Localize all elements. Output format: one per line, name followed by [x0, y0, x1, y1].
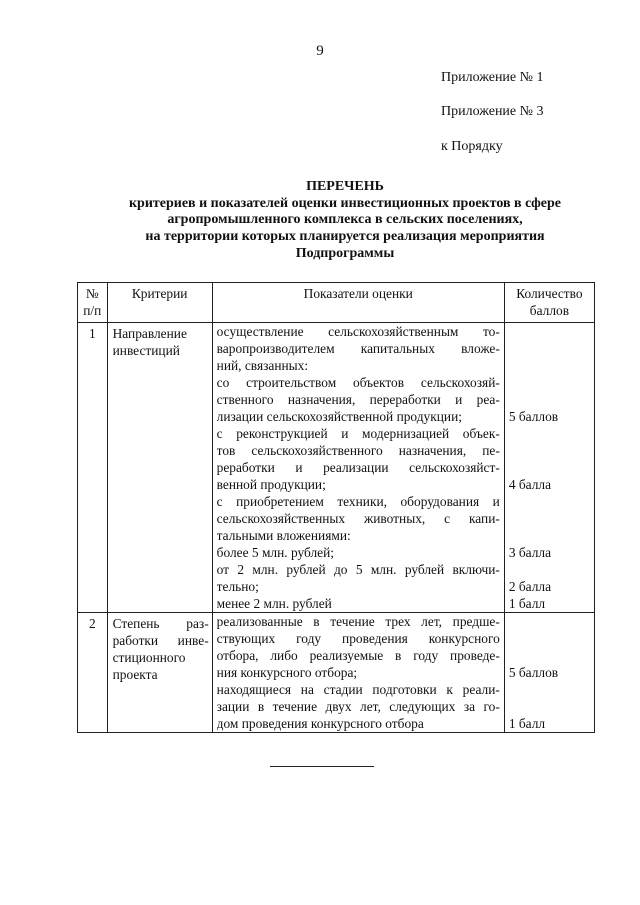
points-line [509, 527, 592, 544]
points-line: 5 баллов [508, 665, 559, 680]
table-row [78, 613, 595, 733]
indicator-line: зации в течение двух лет, следующих за го- [216, 699, 500, 714]
points-line: 2 балла [508, 579, 552, 594]
annex-line-2: Приложение № 3 [441, 104, 544, 119]
points-line: 1 балл [508, 716, 546, 731]
points-line [509, 510, 592, 527]
title-line: Подпрограммы [295, 245, 395, 261]
indicator-line: более 5 млн. рублей; [216, 545, 334, 560]
header-criteria [107, 283, 212, 323]
points-line [509, 374, 592, 391]
criteria-cell [107, 613, 212, 733]
title-line: критериев и показателей оценки инвестиционных проектов в сфере [128, 195, 562, 211]
points-line [509, 681, 592, 698]
criteria-line: работки инве- [112, 633, 209, 648]
indicator-line: отбора, либо реализуемые в году проведе- [216, 648, 500, 663]
points-line: 5 баллов [508, 409, 559, 424]
points-line: 4 балла [508, 477, 552, 492]
criteria-cell [107, 323, 212, 613]
indicator-line: с реконструкцией и модернизацией объек- [216, 426, 500, 441]
header-num-line: п/п [83, 303, 102, 318]
points-line [509, 442, 592, 459]
row-number: 1 [78, 323, 108, 613]
indicators-cell [212, 323, 504, 613]
points-line [509, 647, 592, 664]
criteria-line: стиционного [112, 650, 186, 665]
indicator-line: ния конкурсного отбора; [216, 665, 358, 680]
indicator-line: с приобретением техники, оборудования и [216, 494, 500, 509]
annex-line-1: Приложение № 1 [441, 70, 544, 85]
header-points-line: Количество [516, 286, 583, 301]
indicator-line: реализованные в течение трех лет, предше- [216, 614, 500, 629]
points-line: 1 балл [508, 596, 546, 611]
indicator-line: от 2 млн. рублей до 5 млн. рублей включи- [216, 562, 500, 577]
indicator-line: тов сельскохозяйственного назначения, пе- [216, 443, 500, 458]
criteria-line: проекта [112, 667, 158, 682]
points-line [509, 425, 592, 442]
indicator-line: осуществление сельскохозяйственным то- [216, 324, 500, 339]
points-line [509, 698, 592, 715]
indicator-line: тельно; [216, 579, 259, 594]
points-line [509, 561, 592, 578]
title-line: агропромышленного комплекса в сельских поселениях, [167, 212, 523, 228]
indicator-line: дом проведения конкурсного отбора [216, 716, 424, 731]
indicator-line: реработки и реализации сельскохозяйст- [216, 460, 500, 475]
points-line [509, 613, 592, 630]
indicators-cell [212, 613, 504, 733]
points-line: 3 балла [508, 545, 552, 560]
criteria-line: Направление [112, 326, 187, 341]
table-header-row [78, 283, 595, 323]
indicator-line: сельскохозяйственных животных, с капи- [216, 511, 500, 526]
document-title [95, 179, 595, 263]
page-number: 9 [316, 43, 324, 59]
criteria-table [77, 282, 595, 733]
header-criteria-label: Критерии [131, 286, 188, 301]
header-points-line: баллов [529, 303, 570, 318]
points-line [509, 340, 592, 357]
closing-rule [270, 766, 374, 767]
title-line: ПЕРЕЧЕНЬ [306, 179, 384, 194]
indicator-line: ний, связанных: [216, 358, 309, 373]
title-line: на территории которых планируется реализация мероприятия [145, 229, 545, 245]
annex-line-3: к Порядку [441, 139, 503, 154]
points-line [509, 323, 592, 340]
header-num [78, 283, 108, 323]
points-line [509, 630, 592, 647]
indicator-line: находящиеся на стадии подготовки к реали- [216, 682, 500, 697]
indicator-line: менее 2 млн. рублей [216, 596, 332, 611]
row-number: 2 [78, 613, 108, 733]
table-row [78, 323, 595, 613]
points-line [509, 459, 592, 476]
points-line [509, 391, 592, 408]
points-cell [504, 613, 594, 733]
indicator-line: со строительством объектов сельскохозяй- [216, 375, 500, 390]
header-num-line: № [85, 286, 99, 301]
indicator-line: варопроизводителем капитальных вложе- [216, 341, 500, 356]
header-points [504, 283, 594, 323]
header-indicators [212, 283, 504, 323]
indicator-line: ствующих году проведения конкурсного [216, 631, 500, 646]
points-cell [504, 323, 594, 613]
indicator-line: лизации сельскохозяйственной продукции; [216, 409, 462, 424]
criteria-line: инвестиций [112, 343, 180, 358]
criteria-line: Степень раз- [112, 616, 209, 631]
header-indicators-label: Показатели оценки [303, 286, 413, 301]
indicator-line: тальными вложениями: [216, 528, 351, 543]
indicator-line: ственного назначения, переработки и реа- [216, 392, 500, 407]
points-line [509, 493, 592, 510]
points-line [509, 357, 592, 374]
indicator-line: венной продукции; [216, 477, 326, 492]
